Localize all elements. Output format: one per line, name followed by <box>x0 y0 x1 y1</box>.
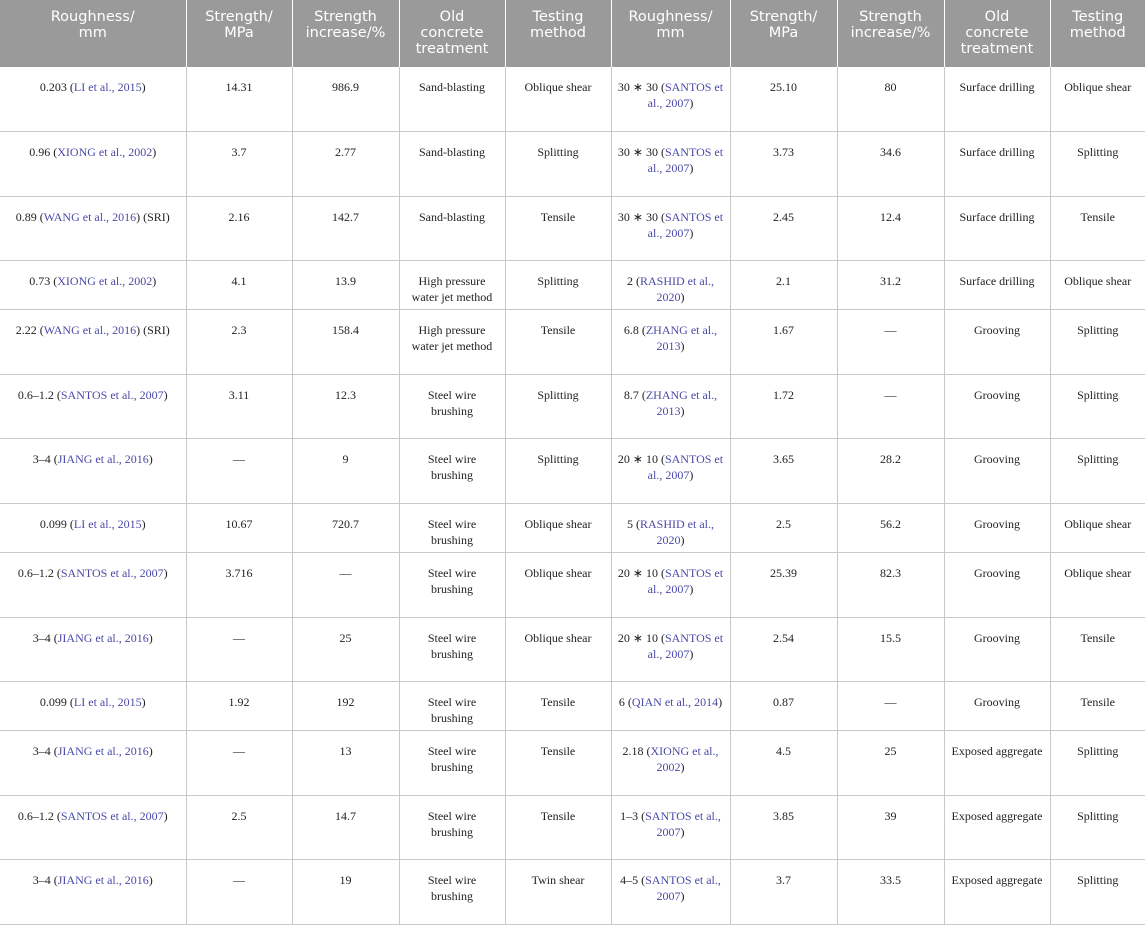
table-header <box>0 0 1145 67</box>
strength-increase-cell: 19 <box>292 860 399 925</box>
strength-cell: 10.67 <box>186 504 292 553</box>
strength-increase-cell: 34.6 <box>837 132 944 197</box>
testing-method-cell: Splitting <box>1050 374 1145 439</box>
roughness-value: 20 ∗ 10 <box>617 566 658 581</box>
testing-method-cell: Tensile <box>1050 682 1145 731</box>
citation-link[interactable]: RASHID et al., 2020 <box>640 517 714 548</box>
treatment-cell: Grooving <box>944 617 1050 682</box>
testing-method-cell: Tensile <box>1050 617 1145 682</box>
testing-method-cell: Splitting <box>1050 132 1145 197</box>
roughness-value: 3–4 <box>32 630 51 645</box>
strength-increase-cell: 82.3 <box>837 553 944 618</box>
column-header: Strength increase/% <box>292 0 399 67</box>
testing-method-cell: Oblique shear <box>505 67 611 132</box>
treatment-cell: High pressure water jet method <box>399 310 505 375</box>
roughness-cell: 30 ∗ 30 (SANTOS et al., 2007) <box>611 196 730 261</box>
citation-link[interactable]: LI et al., 2015 <box>73 517 142 532</box>
strength-cell: 2.54 <box>730 617 837 682</box>
strength-increase-cell: 12.3 <box>292 374 399 439</box>
roughness-value: 2 <box>627 274 633 289</box>
testing-method-cell: Splitting <box>505 374 611 439</box>
table-row <box>0 67 1145 132</box>
roughness-value: 0.099 <box>39 695 67 710</box>
header-row <box>0 0 1145 67</box>
testing-method-cell: Splitting <box>505 439 611 504</box>
treatment-cell: Exposed aggregate <box>944 795 1050 860</box>
treatment-cell: Grooving <box>944 553 1050 618</box>
roughness-cell: 3–4 (JIANG et al., 2016) <box>0 860 186 925</box>
citation-link[interactable]: XIONG et al., 2002 <box>650 744 719 775</box>
roughness-value: 0.6–1.2 <box>17 566 54 581</box>
strength-cell: 3.7 <box>186 132 292 197</box>
treatment-cell: Exposed aggregate <box>944 860 1050 925</box>
roughness-cell: 3–4 (JIANG et al., 2016) <box>0 439 186 504</box>
testing-method-cell: Oblique shear <box>1050 504 1145 553</box>
testing-method-cell: Tensile <box>505 795 611 860</box>
roughness-value: 2.22 <box>15 323 37 338</box>
table-body <box>0 67 1145 925</box>
citation-link[interactable]: XIONG et al., 2002 <box>57 274 153 289</box>
treatment-cell: Sand-blasting <box>399 196 505 261</box>
citation-link[interactable]: JIANG et al., 2016 <box>57 630 149 645</box>
roughness-cell: 6 (QIAN et al., 2014) <box>611 682 730 731</box>
strength-cell: 3.716 <box>186 553 292 618</box>
strength-cell: — <box>186 439 292 504</box>
treatment-cell: High pressure water jet method <box>399 261 505 310</box>
table-row <box>0 261 1145 310</box>
strength-increase-cell: 25 <box>292 617 399 682</box>
roughness-cell: 20 ∗ 10 (SANTOS et al., 2007) <box>611 617 730 682</box>
strength-increase-cell: 9 <box>292 439 399 504</box>
roughness-value: 1–3 <box>620 808 639 823</box>
strength-increase-cell: 158.4 <box>292 310 399 375</box>
roughness-value: 0.6–1.2 <box>17 808 54 823</box>
strength-increase-cell: 39 <box>837 795 944 860</box>
strength-cell: 1.67 <box>730 310 837 375</box>
roughness-cell: 0.099 (LI et al., 2015) <box>0 682 186 731</box>
roughness-value: 8.7 <box>623 387 639 402</box>
treatment-cell: Steel wire brushing <box>399 682 505 731</box>
table-row <box>0 132 1145 197</box>
citation-link[interactable]: SANTOS et al., 2007 <box>647 566 724 597</box>
strength-increase-cell: 14.7 <box>292 795 399 860</box>
roughness-value: 3–4 <box>32 744 51 759</box>
citation-link[interactable]: SANTOS et al., 2007 <box>647 80 724 110</box>
column-header: Old concrete treatment <box>399 0 505 67</box>
citation-link[interactable]: SANTOS et al., 2007 <box>647 209 724 240</box>
strength-cell: 1.92 <box>186 682 292 731</box>
column-header: Old concrete treatment <box>944 0 1050 67</box>
strength-increase-cell: 80 <box>837 67 944 132</box>
treatment-cell: Steel wire brushing <box>399 439 505 504</box>
testing-method-cell: Splitting <box>1050 310 1145 375</box>
treatment-cell: Steel wire brushing <box>399 860 505 925</box>
strength-increase-cell: 2.77 <box>292 132 399 197</box>
strength-cell: 3.65 <box>730 439 837 504</box>
strength-cell: — <box>186 617 292 682</box>
roughness-cell: 0.6–1.2 (SANTOS et al., 2007) <box>0 374 186 439</box>
strength-cell: 2.3 <box>186 310 292 375</box>
testing-method-cell: Splitting <box>505 261 611 310</box>
roughness-value: 3–4 <box>32 873 51 888</box>
roughness-value: 0.203 <box>39 80 67 94</box>
treatment-cell: Surface drilling <box>944 261 1050 310</box>
table-row <box>0 553 1145 618</box>
strength-cell: 25.39 <box>730 553 837 618</box>
strength-cell: 25.10 <box>730 67 837 132</box>
strength-increase-cell: 33.5 <box>837 860 944 925</box>
treatment-cell: Grooving <box>944 504 1050 553</box>
table-row <box>0 682 1145 731</box>
roughness-cell: 30 ∗ 30 (SANTOS et al., 2007) <box>611 67 730 132</box>
citation-link[interactable]: XIONG et al., 2002 <box>57 145 153 160</box>
strength-cell: 2.5 <box>730 504 837 553</box>
treatment-cell: Steel wire brushing <box>399 617 505 682</box>
citation-link[interactable]: QIAN et al., 2014 <box>631 695 719 710</box>
roughness-value: 20 ∗ 10 <box>617 630 658 645</box>
testing-method-cell: Oblique shear <box>505 617 611 682</box>
roughness-cell: 8.7 (ZHANG et al., 2013) <box>611 374 730 439</box>
table-row <box>0 310 1145 375</box>
citation-link[interactable]: LI et al., 2015 <box>73 80 142 94</box>
roughness-value: 6.8 <box>623 323 639 338</box>
roughness-value: 0.099 <box>39 517 67 532</box>
roughness-value: 0.89 <box>15 209 37 224</box>
strength-increase-cell: — <box>837 310 944 375</box>
roughness-cell: 30 ∗ 30 (SANTOS et al., 2007) <box>611 132 730 197</box>
treatment-cell: Surface drilling <box>944 67 1050 132</box>
roughness-cell: 0.6–1.2 (SANTOS et al., 2007) <box>0 553 186 618</box>
roughness-cell: 0.6–1.2 (SANTOS et al., 2007) <box>0 795 186 860</box>
roughness-cell: 1–3 (SANTOS et al., 2007) <box>611 795 730 860</box>
treatment-cell: Grooving <box>944 310 1050 375</box>
treatment-cell: Steel wire brushing <box>399 553 505 618</box>
strength-increase-cell: 13 <box>292 731 399 796</box>
roughness-cell: 4–5 (SANTOS et al., 2007) <box>611 860 730 925</box>
citation-link[interactable]: SANTOS et al., 2007 <box>60 808 164 823</box>
roughness-value: 30 ∗ 30 <box>617 209 658 224</box>
testing-method-cell: Tensile <box>505 682 611 731</box>
strength-increase-cell: — <box>837 682 944 731</box>
column-header: Strength/ MPa <box>730 0 837 67</box>
testing-method-cell: Oblique shear <box>1050 261 1145 310</box>
roughness-value: 0.96 <box>29 145 51 160</box>
strength-cell: 3.85 <box>730 795 837 860</box>
treatment-cell: Grooving <box>944 682 1050 731</box>
table-row <box>0 731 1145 796</box>
roughness-value: 30 ∗ 30 <box>617 80 658 94</box>
strength-increase-cell: 31.2 <box>837 261 944 310</box>
roughness-cell: 5 (RASHID et al., 2020) <box>611 504 730 553</box>
treatment-cell: Steel wire brushing <box>399 795 505 860</box>
roughness-value: 6 <box>618 695 625 710</box>
citation-link[interactable]: ZHANG et al., 2013 <box>645 323 718 354</box>
column-header: Strength/ MPa <box>186 0 292 67</box>
strength-cell: 3.11 <box>186 374 292 439</box>
testing-method-cell: Tensile <box>505 310 611 375</box>
table-row <box>0 374 1145 439</box>
roughness-value: 3–4 <box>32 452 51 467</box>
column-header: Strength increase/% <box>837 0 944 67</box>
citation-link[interactable]: SANTOS et al., 2007 <box>647 630 724 661</box>
citation-link[interactable]: SANTOS et al., 2007 <box>647 452 724 483</box>
roughness-cell: 0.203 (LI et al., 2015) <box>0 67 186 132</box>
strength-increase-cell: 720.7 <box>292 504 399 553</box>
roughness-cell: 0.89 (WANG et al., 2016) (SRI) <box>0 196 186 261</box>
table-row <box>0 860 1145 925</box>
strength-cell: 4.1 <box>186 261 292 310</box>
column-header: Roughness/ mm <box>611 0 730 67</box>
treatment-cell: Sand-blasting <box>399 132 505 197</box>
testing-method-cell: Oblique shear <box>1050 67 1145 132</box>
citation-link[interactable]: SANTOS et al., 2007 <box>645 808 721 839</box>
strength-cell: 0.87 <box>730 682 837 731</box>
treatment-cell: Grooving <box>944 439 1050 504</box>
testing-method-cell: Oblique shear <box>505 504 611 553</box>
table-row <box>0 617 1145 682</box>
treatment-cell: Sand-blasting <box>399 67 505 132</box>
strength-cell: 3.73 <box>730 132 837 197</box>
strength-increase-cell: 56.2 <box>837 504 944 553</box>
strength-increase-cell: — <box>292 553 399 618</box>
strength-cell: 2.1 <box>730 261 837 310</box>
roughness-value: 0.73 <box>29 274 51 289</box>
roughness-cell: 3–4 (JIANG et al., 2016) <box>0 731 186 796</box>
roughness-cell: 0.73 (XIONG et al., 2002) <box>0 261 186 310</box>
treatment-cell: Surface drilling <box>944 132 1050 197</box>
roughness-cell: 2.18 (XIONG et al., 2002) <box>611 731 730 796</box>
strength-increase-cell: 12.4 <box>837 196 944 261</box>
strength-cell: — <box>186 731 292 796</box>
table-row <box>0 439 1145 504</box>
treatment-cell: Exposed aggregate <box>944 731 1050 796</box>
strength-cell: — <box>186 860 292 925</box>
testing-method-cell: Splitting <box>505 132 611 197</box>
testing-method-cell: Splitting <box>1050 795 1145 860</box>
strength-increase-cell: 25 <box>837 731 944 796</box>
roughness-cell: 2 (RASHID et al., 2020) <box>611 261 730 310</box>
strength-cell: 3.7 <box>730 860 837 925</box>
citation-link[interactable]: SANTOS et al., 2007 <box>645 873 721 904</box>
roughness-value: 30 ∗ 30 <box>617 145 658 160</box>
testing-method-cell: Splitting <box>1050 860 1145 925</box>
treatment-cell: Steel wire brushing <box>399 374 505 439</box>
roughness-value: 2.18 <box>622 744 644 759</box>
roughness-note: (SRI) <box>140 323 170 338</box>
strength-cell: 2.45 <box>730 196 837 261</box>
citation-link[interactable]: RASHID et al., 2020 <box>640 274 714 305</box>
table-row <box>0 504 1145 553</box>
roughness-value: 4–5 <box>620 873 639 888</box>
roughness-cell: 2.22 (WANG et al., 2016) (SRI) <box>0 310 186 375</box>
treatment-cell: Steel wire brushing <box>399 731 505 796</box>
roughness-cell: 6.8 (ZHANG et al., 2013) <box>611 310 730 375</box>
table-row <box>0 795 1145 860</box>
strength-cell: 2.5 <box>186 795 292 860</box>
strength-increase-cell: 986.9 <box>292 67 399 132</box>
citation-link[interactable]: JIANG et al., 2016 <box>57 873 149 888</box>
treatment-cell: Surface drilling <box>944 196 1050 261</box>
citation-link[interactable]: SANTOS et al., 2007 <box>60 566 164 581</box>
strength-increase-cell: 142.7 <box>292 196 399 261</box>
column-header: Roughness/ mm <box>0 0 186 67</box>
testing-method-cell: Oblique shear <box>1050 553 1145 618</box>
strength-cell: 1.72 <box>730 374 837 439</box>
strength-increase-cell: — <box>837 374 944 439</box>
citation-link[interactable]: SANTOS et al., 2007 <box>60 387 164 402</box>
testing-method-cell: Splitting <box>1050 439 1145 504</box>
roughness-value: 5 <box>627 517 633 532</box>
roughness-cell: 20 ∗ 10 (SANTOS et al., 2007) <box>611 553 730 618</box>
treatment-cell: Grooving <box>944 374 1050 439</box>
citation-link[interactable]: WANG et al., 2016 <box>43 209 137 224</box>
strength-cell: 4.5 <box>730 731 837 796</box>
roughness-cell: 0.96 (XIONG et al., 2002) <box>0 132 186 197</box>
testing-method-cell: Twin shear <box>505 860 611 925</box>
testing-method-cell: Splitting <box>1050 731 1145 796</box>
roughness-cell: 20 ∗ 10 (SANTOS et al., 2007) <box>611 439 730 504</box>
roughness-cell: 0.099 (LI et al., 2015) <box>0 504 186 553</box>
roughness-cell: 3–4 (JIANG et al., 2016) <box>0 617 186 682</box>
treatment-cell: Steel wire brushing <box>399 504 505 553</box>
citation-link[interactable]: WANG et al., 2016 <box>43 323 137 338</box>
strength-cell: 2.16 <box>186 196 292 261</box>
citation-link[interactable]: JIANG et al., 2016 <box>57 744 149 759</box>
roughness-value: 20 ∗ 10 <box>617 452 658 467</box>
strength-increase-cell: 192 <box>292 682 399 731</box>
testing-method-cell: Tensile <box>505 731 611 796</box>
citation-link[interactable]: SANTOS et al., 2007 <box>647 145 724 176</box>
testing-method-cell: Tensile <box>505 196 611 261</box>
strength-increase-cell: 15.5 <box>837 617 944 682</box>
citation-link[interactable]: LI et al., 2015 <box>73 695 142 710</box>
strength-increase-cell: 13.9 <box>292 261 399 310</box>
roughness-note: (SRI) <box>140 209 170 224</box>
column-header: Testing method <box>1050 0 1145 67</box>
column-header: Testing method <box>505 0 611 67</box>
testing-method-cell: Oblique shear <box>505 553 611 618</box>
roughness-value: 0.6–1.2 <box>17 387 54 402</box>
citation-link[interactable]: ZHANG et al., 2013 <box>645 387 718 418</box>
strength-increase-cell: 28.2 <box>837 439 944 504</box>
table-row <box>0 196 1145 261</box>
testing-method-cell: Tensile <box>1050 196 1145 261</box>
citation-link[interactable]: JIANG et al., 2016 <box>57 452 149 467</box>
strength-cell: 14.31 <box>186 67 292 132</box>
